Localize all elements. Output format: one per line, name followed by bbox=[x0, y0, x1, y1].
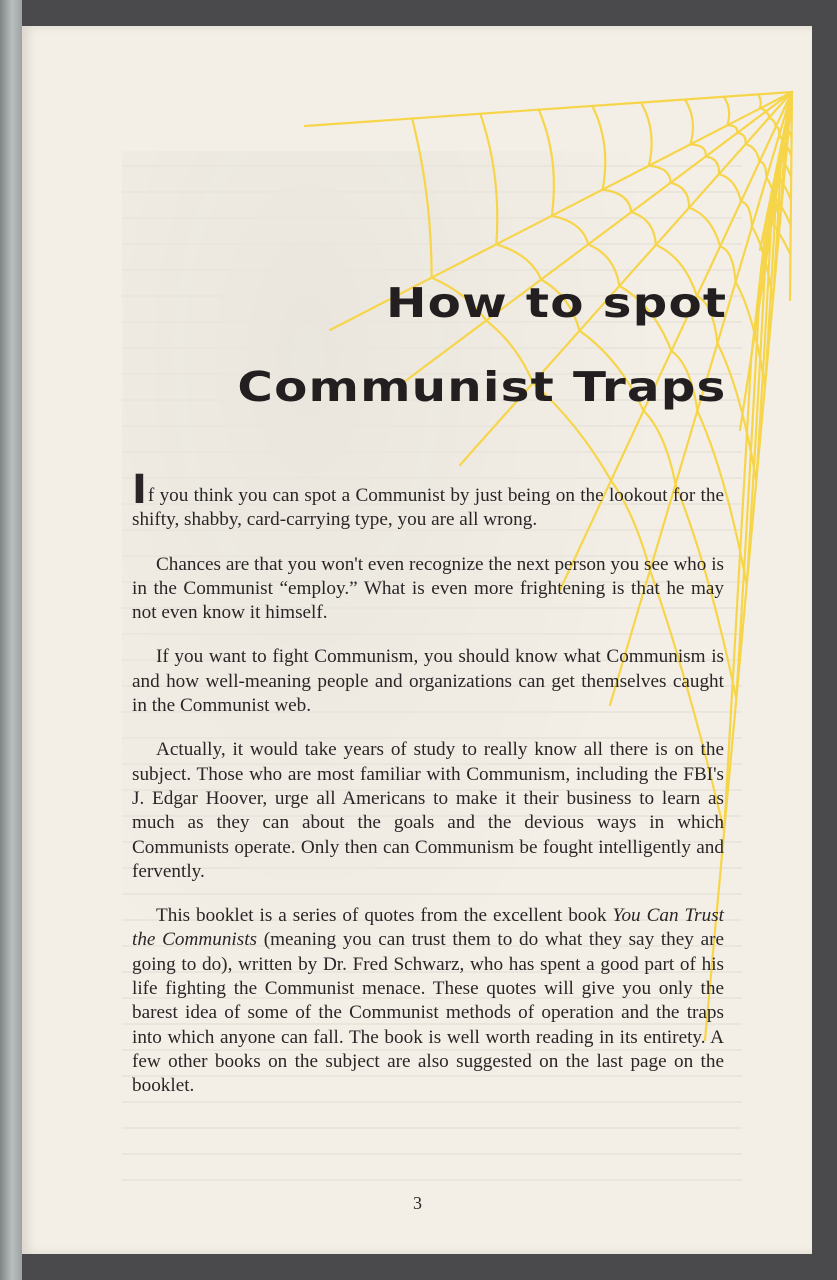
paragraph-5 bbox=[132, 904, 724, 1098]
book-title: You Can Trust the Communists bbox=[132, 905, 724, 951]
page-title-line-2: Communist Traps bbox=[237, 363, 727, 411]
drop-cap: I bbox=[132, 467, 147, 513]
web-radial-thread bbox=[305, 92, 792, 126]
paragraph-4: Actually, it would take years of study to really know all there is on the subject. Those who are most familiar with Communism, including the FBI's J. Edgar Hoover, urge all Americans to make it their business to learn as much as they can about the goals and the devious ways in which Communists operate. Only then can Communism be fought intelligently and fervently. bbox=[132, 739, 724, 882]
body-text bbox=[132, 467, 724, 1119]
page-title-line-1: How to spot bbox=[385, 279, 727, 327]
paragraph-5-intro: This booklet is a series of quotes from the excellent book bbox=[156, 905, 613, 927]
paragraph-2: Chances are that you won't even recognize the next person you see who is in the Communist “employ.” What is even more frightening is that he may not even know it himself. bbox=[132, 553, 724, 624]
paragraph-5-text: (meaning you can trust them to do what they say they are going to do), written by Dr. Fred Schwarz, who has spent a good part of his life fighting the Communist menace. These quotes will give you only the barest idea of some of the Communist methods of operation and the traps into which anyone can fall. The book is well worth reading in its entirety. A few other books on the subject are also suggested on the last page on the booklet. bbox=[132, 929, 724, 1097]
paragraph-3: If you want to fight Communism, you should know what Communism is and how well-meaning people and organizations can get themselves caught in the Communist web. bbox=[132, 646, 724, 717]
paragraph-1-text: f you think you can spot a Communist by just being on the lookout for the shifty, shabby, card-carrying type, you are all wrong. bbox=[132, 485, 724, 531]
web-radial-thread bbox=[400, 92, 792, 385]
page-number: 3 bbox=[413, 1193, 422, 1213]
paragraph-1 bbox=[132, 467, 724, 533]
